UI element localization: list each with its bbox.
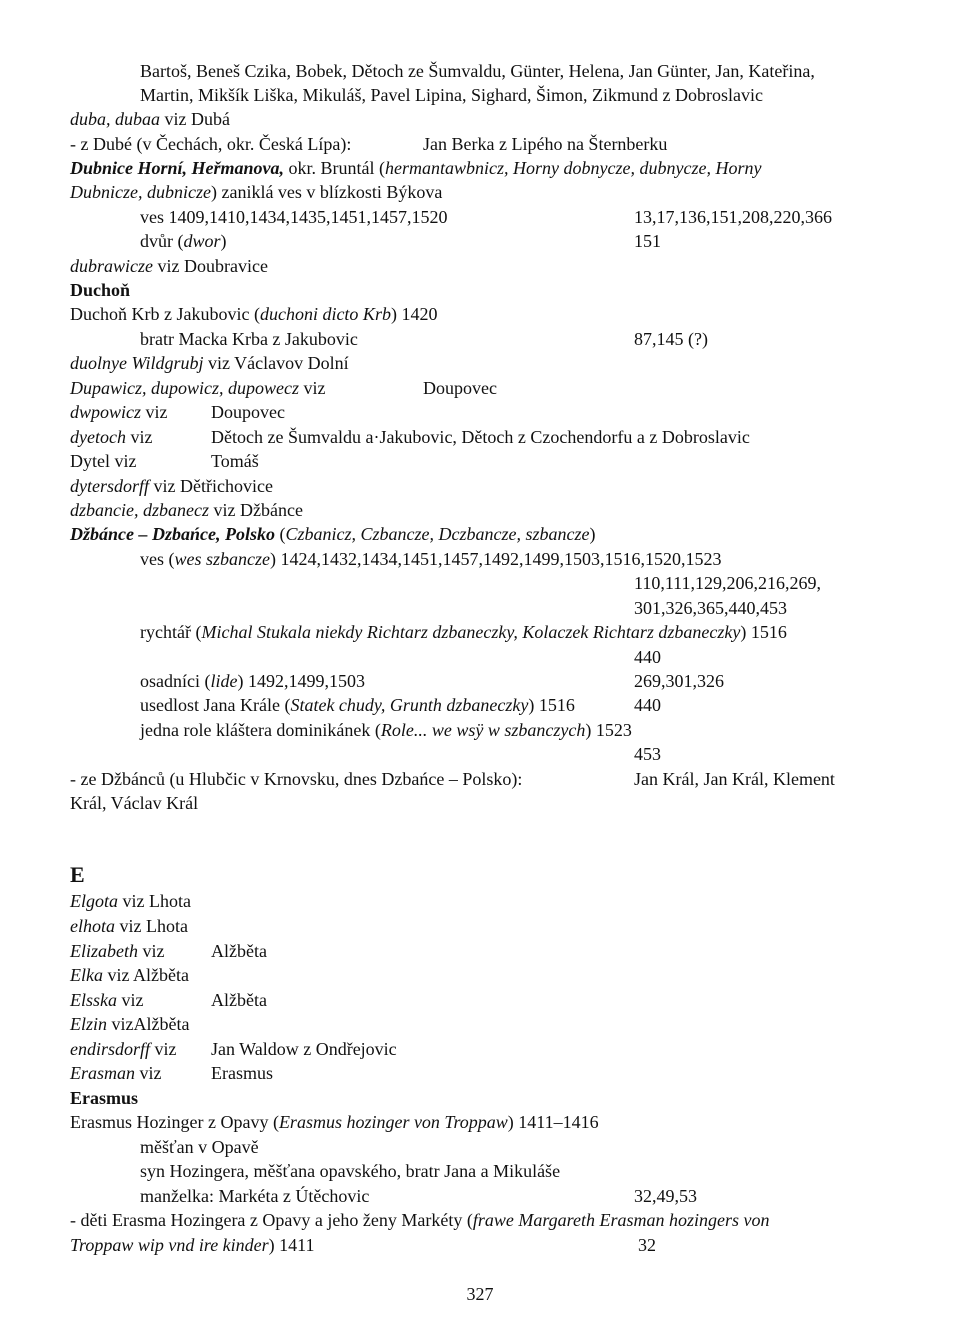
text: 440	[634, 695, 661, 715]
entry-elhota	[70, 915, 188, 937]
page-refs	[634, 1185, 697, 1207]
text: Bartoš, Beneš Czika, Bobek, Dětoch ze Šumvaldu, Günter, Helena, Jan Günter, Jan, Kateřina,	[140, 61, 815, 81]
entry-line	[140, 84, 763, 106]
text: 151	[634, 231, 661, 251]
text: viz	[125, 427, 153, 447]
text: viz Václavov Dolní	[203, 353, 349, 373]
entry-dzbance-ves	[140, 548, 722, 570]
page-refs	[634, 206, 832, 228]
text: 440	[634, 647, 661, 667]
text: - ze Džbánců (u Hlubčic v Krnovsku, dnes Dzbańce – Polsko):	[70, 769, 523, 789]
text: (	[275, 524, 286, 544]
text: ) 1516	[528, 695, 575, 715]
page-refs	[638, 1234, 656, 1256]
entry-dzbancie	[70, 499, 303, 521]
entry-dupawicz	[70, 377, 326, 399]
text: 453	[634, 744, 661, 764]
cross-ref-target	[211, 1038, 397, 1060]
text: - děti Erasma Hozingera z Opavy a jeho ženy Markéty (	[70, 1210, 473, 1230]
text: Duchoň Krb z Jakubovic (	[70, 304, 260, 324]
italic-variants: Dubnicze, dubnicze	[70, 182, 211, 202]
text: viz Džbánce	[208, 500, 303, 520]
italic-term: duba, dubaa	[70, 109, 160, 129]
cross-ref-target	[211, 1062, 273, 1084]
cross-ref-target	[211, 450, 259, 472]
italic-term: Elsska	[70, 990, 117, 1010]
entry-dytel	[70, 450, 136, 472]
text: syn Hozingera, měšťana opavského, bratr Jana a Mikuláše	[140, 1161, 561, 1181]
text: viz	[117, 990, 144, 1010]
text: viz Doubravice	[153, 256, 268, 276]
text: ) 1516	[740, 622, 787, 642]
entry-erasman	[70, 1062, 162, 1084]
entry-dytersdorff	[70, 475, 273, 497]
text: Erasmus	[211, 1063, 273, 1083]
italic-term: dyetoch	[70, 427, 126, 447]
italic-term: Michal Stukala niekdy Richtarz dzbaneczky, Kolaczek Richtarz dzbaneczky	[201, 622, 741, 642]
page-refs	[634, 597, 787, 619]
italic-term: dwor	[183, 231, 221, 251]
entry-ze-dzbancu-names	[634, 768, 835, 790]
text: viz	[141, 402, 168, 422]
text: manželka: Markéta z Útěchovic	[140, 1186, 370, 1206]
entry-deti-erasma-cont	[70, 1234, 315, 1256]
text: 32	[638, 1235, 656, 1255]
text: Erasmus Hozinger z Opavy (	[70, 1112, 279, 1132]
text: vizAlžběta	[107, 1014, 190, 1034]
headword: Duchoň	[70, 280, 131, 300]
italic-term: dubrawicze	[70, 256, 153, 276]
entry-dubrawicze	[70, 255, 268, 277]
text: viz Lhota	[118, 891, 191, 911]
entry-elsska	[70, 989, 144, 1011]
text: )	[220, 231, 227, 251]
text: Doupovec	[211, 402, 285, 422]
page-refs	[634, 743, 661, 765]
italic-term: Role... we wsÿ w szbanczych	[380, 720, 586, 740]
italic-term: Elzin	[70, 1014, 108, 1034]
text: 13,17,136,151,208,220,366	[634, 207, 832, 227]
entry-dzbance-head	[70, 523, 595, 545]
entry-dubnice-desc	[70, 181, 442, 203]
page-refs	[634, 572, 821, 594]
text: Jan Král, Jan Král, Klement	[634, 769, 835, 789]
entry-duolnye	[70, 352, 349, 374]
entry-line	[140, 60, 815, 82]
entry-duchon-head	[70, 279, 130, 301]
italic-term: Elizabeth	[70, 941, 138, 961]
italic-term: endirsdorff	[70, 1039, 151, 1059]
page-refs	[634, 328, 708, 350]
text: bratr Macka Krba z Jakubovic	[140, 329, 358, 349]
italic-term: Elgota	[70, 891, 118, 911]
entry-elgota	[70, 890, 191, 912]
text: osadníci (	[140, 671, 211, 691]
text: viz Lhota	[115, 916, 188, 936]
text: Jan Berka z Lipého na Šternberku	[423, 134, 668, 154]
text: Král, Václav Král	[70, 793, 199, 813]
text: ves 1409,1410,1434,1435,1451,1457,1520	[140, 207, 448, 227]
italic-variants: hermantawbnicz, Horny dobnycze, dubnycze, Horny	[385, 158, 762, 178]
text: viz	[135, 1063, 162, 1083]
text: ) 1424,1432,1434,1451,1457,1492,1499,1503,1516,1520,1523	[270, 549, 722, 569]
entry-erasmus-syn	[140, 1160, 560, 1182]
italic-term: duolnye Wildgrubj	[70, 353, 204, 373]
page-refs	[634, 230, 661, 252]
italic-term: Erasmus hozinger von Troppaw	[278, 1112, 508, 1132]
page-number: 327	[466, 1284, 494, 1304]
entry-erasmus-mestan	[140, 1136, 259, 1158]
text: viz Alžběta	[103, 965, 189, 985]
italic-term: dwpowicz	[70, 402, 142, 422]
cross-ref-target	[423, 377, 497, 399]
text: ) 1523	[585, 720, 632, 740]
text: Alžběta	[211, 941, 267, 961]
entry-rychtar	[140, 621, 787, 643]
text: Dytel viz	[70, 451, 137, 471]
entry-dwpowicz	[70, 401, 168, 423]
entry-endirsdorff	[70, 1038, 177, 1060]
italic-term: frawe Margareth Erasman hozingers von	[472, 1210, 770, 1230]
italic-term: Erasman	[70, 1063, 136, 1083]
italic-term: dzbancie, dzbanecz	[70, 500, 209, 520]
text: viz	[299, 378, 326, 398]
italic-term: wes szbancze	[174, 549, 270, 569]
entry-erasmus-manzelka	[140, 1185, 369, 1207]
text: viz	[150, 1039, 177, 1059]
text: ) 1492,1499,1503	[237, 671, 365, 691]
entry-ze-dzbancu-names-cont	[70, 792, 198, 814]
entry-duba	[70, 108, 230, 130]
text: okr. Bruntál (	[284, 158, 386, 178]
cross-ref-target	[211, 426, 750, 448]
entry-dubnice-dvur	[140, 230, 227, 252]
text: viz	[138, 941, 165, 961]
entry-dyetoch	[70, 426, 152, 448]
italic-term: Elka	[70, 965, 103, 985]
cross-ref-target	[211, 989, 267, 1011]
entry-ze-dzbancu	[70, 768, 522, 790]
section-letter	[70, 864, 85, 886]
page-refs	[634, 646, 661, 668]
text: Jan Waldow z Ondřejovic	[211, 1039, 397, 1059]
entry-dubnice-head	[70, 157, 761, 179]
headword: Džbánce – Dzbańce, Polsko	[70, 524, 275, 544]
entry-duchon-bratr	[140, 328, 358, 350]
italic-term: lide	[210, 671, 238, 691]
text: viz Dětřichovice	[149, 476, 273, 496]
text: viz Dubá	[160, 109, 230, 129]
text: 32,49,53	[634, 1186, 697, 1206]
entry-z-dube	[70, 133, 351, 155]
italic-term: Troppaw wip vnd ire kinder	[70, 1235, 269, 1255]
text: E	[70, 862, 85, 887]
text: ) 1411	[268, 1235, 315, 1255]
entry-elizabeth	[70, 940, 165, 962]
headword: Erasmus	[70, 1088, 139, 1108]
text: Tomáš	[211, 451, 259, 471]
entry-erasmus-head	[70, 1087, 138, 1109]
page-refs	[634, 694, 661, 716]
text: 301,326,365,440,453	[634, 598, 787, 618]
entry-role	[140, 719, 632, 741]
entry-z-dube-names	[423, 133, 667, 155]
text: jedna role kláštera dominikánek (	[140, 720, 381, 740]
italic-term: duchoni dicto Krb	[259, 304, 391, 324]
text: ves (	[140, 549, 175, 569]
text: Martin, Mikšík Liška, Mikuláš, Pavel Lipina, Sighard, Šimon, Zikmund z Dobroslavic	[140, 85, 763, 105]
text: usedlost Jana Krále (	[140, 695, 291, 715]
text: )	[589, 524, 596, 544]
entry-deti-erasma	[70, 1209, 770, 1231]
text: ) zaniklá ves v blízkosti Býkova	[210, 182, 443, 202]
italic-term: Dupawicz, dupowicz, dupowecz	[70, 378, 299, 398]
text: ) 1420	[390, 304, 438, 324]
italic-term: dytersdorff	[70, 476, 149, 496]
cross-ref-target	[211, 940, 267, 962]
text: Dětoch ze Šumvaldu a·Jakubovic, Dětoch z Czochendorfu a z Dobroslavic	[211, 427, 750, 447]
text: rychtář (	[140, 622, 202, 642]
text: ) 1411–1416	[507, 1112, 599, 1132]
italic-variants: Czbanicz, Czbancze, Dczbancze, szbancze	[285, 524, 590, 544]
entry-osadnici	[140, 670, 365, 692]
headword: Dubnice Horní, Heřmanova,	[70, 158, 285, 178]
italic-term: Statek chudy, Grunth dzbaneczky	[290, 695, 529, 715]
entry-duchon	[70, 303, 437, 325]
text: 87,145 (?)	[634, 329, 708, 349]
page-refs	[634, 670, 724, 692]
text: Doupovec	[423, 378, 497, 398]
entry-usedlost	[140, 694, 575, 716]
entry-elka	[70, 964, 189, 986]
text: 110,111,129,206,216,269,	[634, 573, 821, 593]
text: měšťan v Opavě	[140, 1137, 259, 1157]
text: 269,301,326	[634, 671, 724, 691]
italic-term: elhota	[70, 916, 115, 936]
cross-ref-target	[211, 401, 285, 423]
text: Alžběta	[211, 990, 267, 1010]
text: dvůr (	[140, 231, 184, 251]
text: - z Dubé (v Čechách, okr. Česká Lípa):	[70, 134, 352, 154]
entry-erasmus	[70, 1111, 599, 1133]
entry-dubnice-ves	[140, 206, 448, 228]
entry-elzin	[70, 1013, 189, 1035]
